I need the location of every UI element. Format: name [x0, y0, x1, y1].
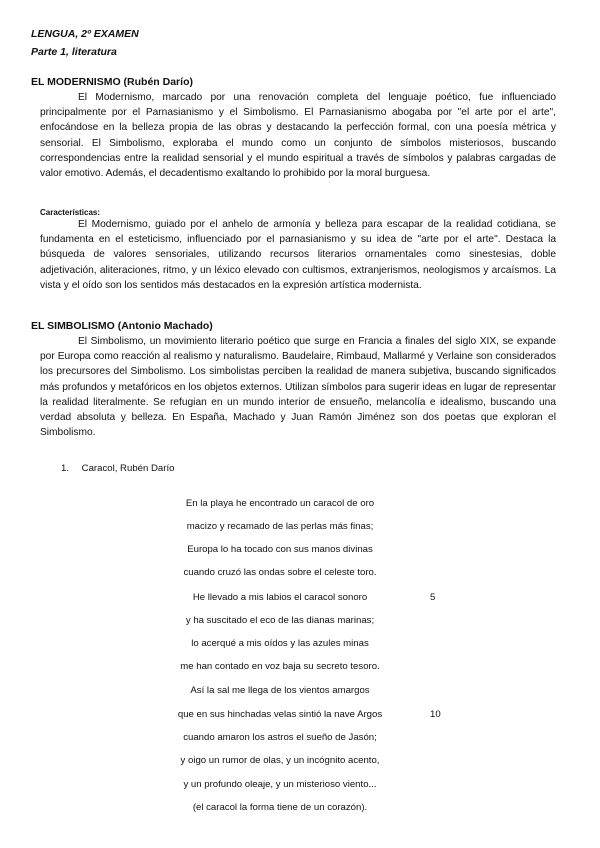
poem-line: me han contado en voz baja su secreto tesoro. — [180, 661, 380, 672]
poem-line: Así la sal me llega de los vientos amargos — [190, 685, 370, 696]
document-title: LENGUA, 2º EXAMEN — [31, 28, 139, 40]
poem-line: macizo y recamado de las perlas más finas; — [186, 521, 374, 532]
poem-line: cuando amaron los astros el sueño de Jasón; — [183, 732, 377, 743]
poem-line: En la playa he encontrado un caracol de oro — [185, 498, 375, 509]
simbolismo-heading: EL SIMBOLISMO (Antonio Machado) — [31, 320, 213, 332]
poem-line: Europa lo ha tocado con sus manos divinas — [187, 544, 373, 555]
simbolismo-paragraph: El Simbolismo, un movimiento literario poético que surge en Francia a finales del siglo XIX, se expande por Europa como reacción al realismo y naturalismo. Baudelaire, Rimbaud, Mallarmé y Verlaine son considerados los precursores del Simbolismo. Los simbolistas perciben la realidad de manera subjetiva, buscando significados más profundos y metafóricos en los objetos externos. Utilizan símbolos para sugerir ideas en lugar de representar la realidad literalmente. Se refugian en un mundo interior de ensueño, melancolía e idealismo, buscando una verdad absoluta y belleza. En España, Machado y Juan Ramón Jiménez son dos poetas que exploran el Simbolismo. — [40, 336, 556, 439]
poem-line: He llevado a mis labios el caracol sonoro — [192, 592, 368, 603]
features-label: Características: — [40, 208, 101, 217]
document-subtitle: Parte 1, literatura — [31, 46, 117, 58]
features-paragraph: El Modernismo, guiado por el anhelo de armonía y belleza para escapar de la realidad cotidiana, se fundamenta en el esteticismo, influenciado por el parnasianismo y su idea de "arte por el arte". Destaca la búsqueda de valores sensoriales, utilizando recursos literarios ornamentales como sinestesias, doble adjetivación, aliteraciones, ritmo, y un léxico elevado con cultismos, extranjerismos, neologismos y arcaísmos. La vista y el oído son los sentidos más destacados en la expresión artística modernista. — [40, 219, 556, 291]
modernismo-heading: EL MODERNISMO (Rubén Darío) — [31, 76, 193, 88]
poem-line: (el caracol la forma tiene de un corazón). — [192, 802, 368, 813]
line-number: 5 — [430, 592, 436, 603]
poem-line: lo acerqué a mis oídos y las azules minas — [191, 638, 369, 649]
line-number: 10 — [430, 709, 441, 720]
poem-line: y oigo un rumor de olas, y un incógnito acento, — [180, 755, 380, 766]
poem-line: cuando cruzó las ondas sobre el celeste toro. — [183, 567, 377, 578]
poem-line: y ha suscitado el eco de las dianas marinas; — [185, 615, 375, 626]
list-item — [61, 463, 174, 474]
list-item-text: Caracol, Rubén Darío — [81, 463, 175, 474]
poem-line: que en sus hinchadas velas sintió la nave Argos — [177, 709, 383, 720]
modernismo-paragraph: El Modernismo, marcado por una renovación completa del lenguaje poético, fue influenciado principalmente por el Parnasianismo y el Simbolismo. El Parnasianismo abogaba por "el arte por el arte", enfocándose en la belleza propia de las obras y destacando la perfección formal, con una poesía métrica y sensorial. El Simbolismo, exploraba el mundo como un conjunto de símbolos misteriosos, buscando correspondencias entre la realidad sensorial y el mundo espiritual a través de símbolos y palabras cargadas de valor emotivo. Además, el decadentismo exaltando lo prohibido por la moral burguesa. — [40, 92, 556, 180]
list-number: 1. — [61, 463, 70, 474]
poem-line: y un profundo oleaje, y un misterioso viento... — [183, 779, 377, 790]
